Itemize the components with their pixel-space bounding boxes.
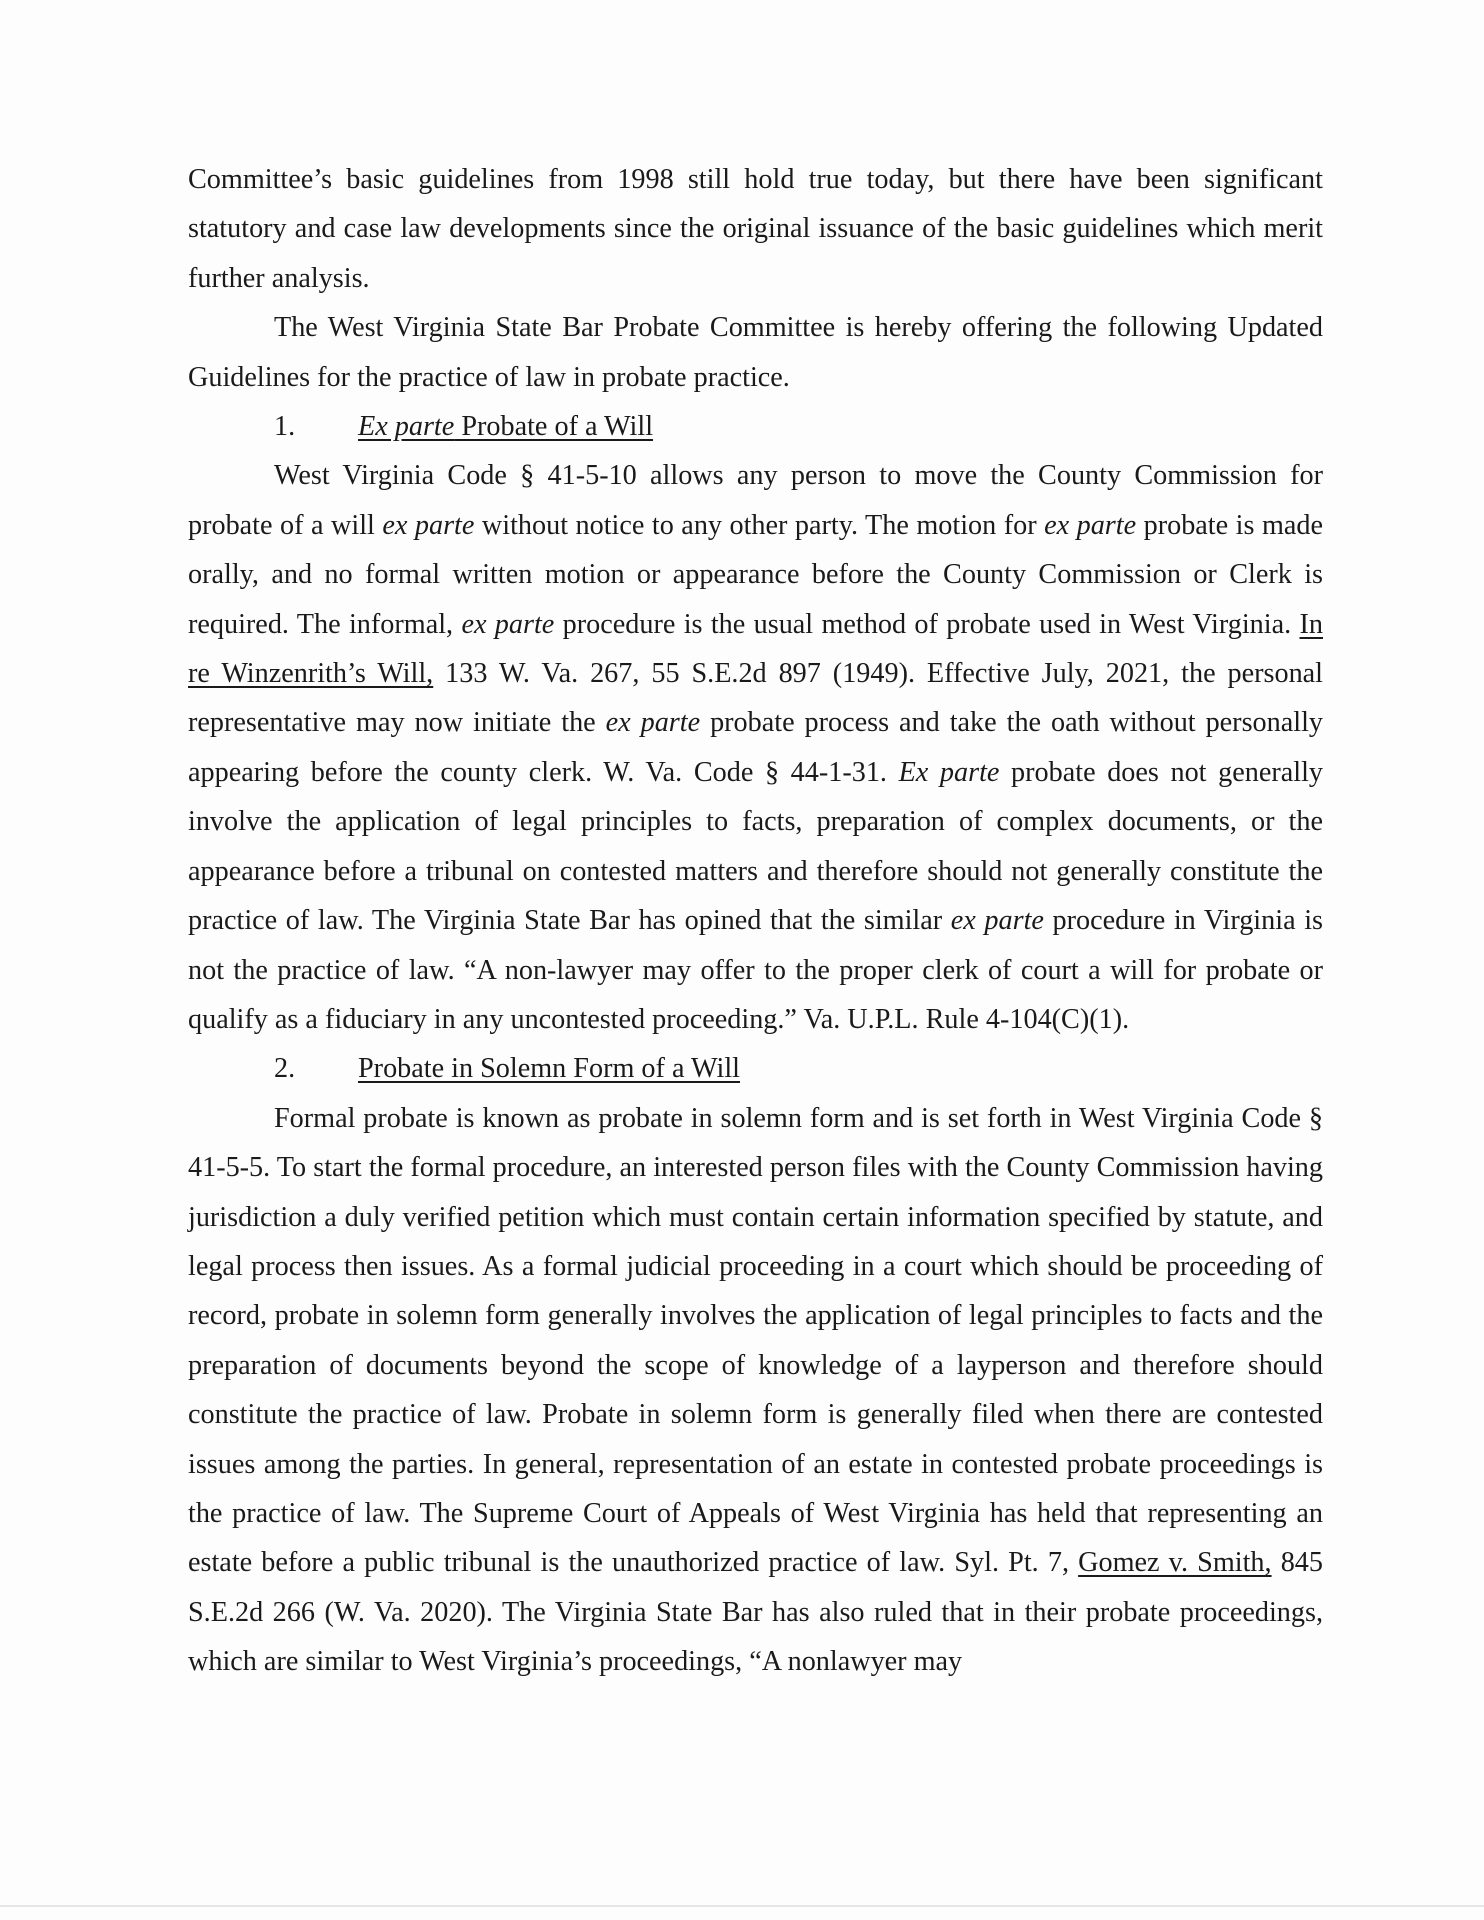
page-bottom-edge	[0, 1905, 1484, 1907]
italic-term: ex parte	[950, 905, 1044, 937]
section-title-2: Probate in Solemn Form of a Will	[358, 1053, 740, 1085]
italic-term: ex parte	[605, 707, 701, 739]
text-run: 133 W. Va. 267, 55 S.E.2d 897 (1949). Effective July, 2021, the personal representative may now initiate the	[188, 658, 1323, 739]
text-run: probate process and take the oath without personally appearing before the county clerk. W. Va. Code § 44-1-31.	[188, 707, 1323, 788]
paragraph-intro	[188, 155, 1323, 303]
case-citation: In re Winzenrith’s Will,	[188, 608, 1323, 690]
section-title-1-rest: Probate of a Will	[454, 411, 654, 443]
italic-term: ex parte	[1044, 509, 1137, 541]
italic-term: ex parte	[461, 608, 555, 640]
text-run: 845 S.E.2d 266 (W. Va. 2020). The Virginia State Bar has also ruled that in their probate proceedings, which are similar to West Virginia’s proceedings, “A nonlawyer may	[188, 1547, 1323, 1678]
section-title-1-italic: Ex parte	[358, 411, 455, 443]
section-number-2: 2.	[274, 1053, 296, 1085]
italic-term: ex parte	[382, 509, 475, 541]
case-citation: Gomez v. Smith,	[1078, 1547, 1272, 1579]
text-run: probate does not generally involve the application of legal principles to facts, preparation of complex documents, or the appearance before a tribunal on contested matters and therefore should not generally constitute the practice of law. The Virginia State Bar has opined that the similar	[188, 756, 1323, 937]
text-run: Formal probate is known as probate in solemn form and is set forth in West Virginia Code § 41-5-5. To start the formal procedure, an interested person files with the County Commission having jurisdiction a duly verified petition which must contain certain information specified by statute, and legal process then issues. As a formal judicial proceeding in a court which should be proceeding of record, probate in solemn form generally involves the application of legal principles to facts and the preparation of documents beyond the scope of knowledge of a layperson and therefore should constitute the practice of law. Probate in solemn form is generally filed when there are contested issues among the parties. In general, representation of an estate in contested probate proceedings is the practice of law. The Supreme Court of Appeals of West Virginia has held that representing an estate before a public tribunal is the unauthorized practice of law. Syl. Pt. 7,	[188, 1102, 1323, 1579]
paragraph-section-2	[188, 1094, 1323, 1687]
section-title-1	[358, 411, 653, 442]
paragraph-offer	[188, 303, 1323, 402]
text-run: without notice to any other party. The motion for	[474, 509, 1045, 541]
section-number-1: 1.	[274, 411, 296, 443]
paragraph-intro-text: Committee’s basic guidelines from 1998 still hold true today, but there have been significant statutory and case law developments since the original issuance of the basic guidelines which merit further analysis.	[188, 164, 1323, 294]
section-heading-1	[188, 402, 1323, 451]
document-body	[188, 155, 1323, 1687]
paragraph-offer-text: The West Virginia State Bar Probate Committee is hereby offering the following Updated Guidelines for the practice of law in probate practice.	[188, 312, 1323, 393]
text-run: probate is made orally, and no formal written motion or appearance before the County Commission or Clerk is required. The informal,	[188, 509, 1323, 640]
section-heading-2	[188, 1044, 1323, 1093]
italic-term: Ex parte	[898, 756, 1000, 788]
text-run: West Virginia Code § 41-5-10 allows any person to move the County Commission for probate of a will	[188, 460, 1323, 541]
text-run: procedure is the usual method of probate used in West Virginia.	[554, 608, 1300, 640]
paragraph-section-1	[188, 451, 1323, 1044]
text-run: procedure in Virginia is not the practice of law. “A non-lawyer may offer to the proper clerk of court a will for probate or qualify as a fiduciary in any uncontested proceeding.” Va. U.P.L. Rule 4-104(C)(1).	[188, 905, 1323, 1035]
